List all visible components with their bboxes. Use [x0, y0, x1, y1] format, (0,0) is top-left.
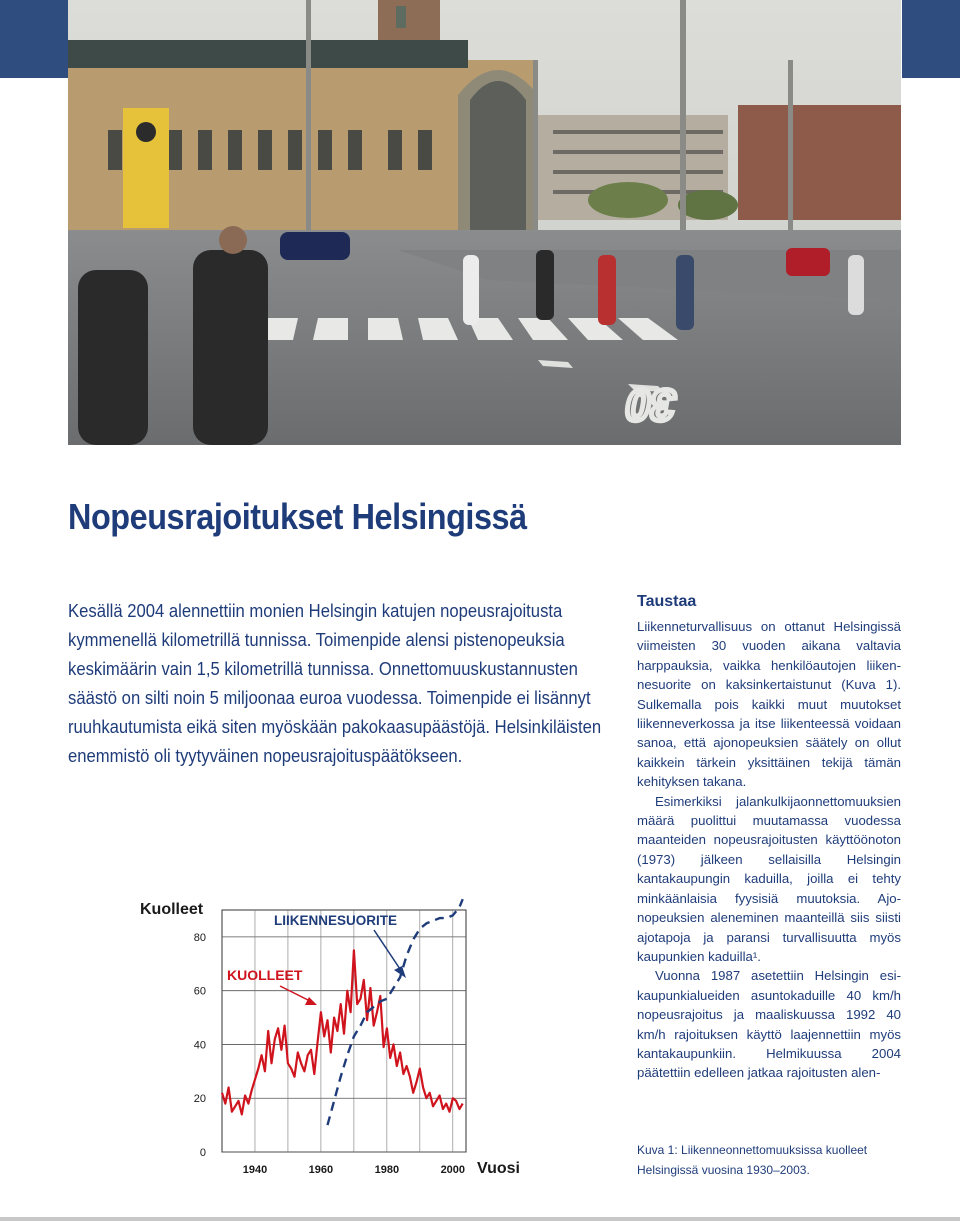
sidebar-paragraph-1: Liikenneturvallisuus on ottanut Helsingissä viimeisten 30 vuoden aikana valtavia harppauksia, vaikka henkilöautojen liikennesuorite on kaksinkertaistunut (Kuva 1). Sulkemalla pois kaikki muut muutokset liikenneverkossa ja itse liikenteessä voidaan sanoa, että ajonopeuksien säätely on ollut kaikkein tärkein yksittäinen tekijä tämän kehityksen takana.: [637, 619, 901, 790]
x-tick-label: 1960: [308, 1164, 334, 1176]
caption-line-1: Kuva 1: Liikenneonnettomuuksissa kuolleet: [637, 1143, 868, 1157]
article-title: Nopeusrajoitukset Helsingissä: [68, 496, 527, 537]
y-tick-label: 40: [193, 1039, 206, 1052]
x-tick-label: 1980: [374, 1164, 400, 1176]
sidebar-heading: Taustaa: [637, 593, 697, 610]
lead-paragraph: Kesällä 2004 alennettiin monien Helsingin katujen nopeusrajoitusta kymmenellä kilometrillä tunnissa. Toimenpide alensi pistenopeuksia keskimäärin vain 1,5 kilometrillä tunnissa. Onnettomuuskustannusten säästö on silti noin 5 miljoonaa euroa vuodessa. Toimenpide ei lisännyt ruuhkautumista eikä siten myöskään pakokaasupäästöjä. Helsinkiläisten enemmistö oli tyytyväinen nopeusrajoituspäätökseen.: [68, 600, 602, 766]
sidebar-paragraph-3: Vuonna 1987 asetettiin Helsingin esikaupunkialueiden asuntokaduille 40 km/h nopeusrajoitus ja maaliskuussa 1992 40 km/h rajoituksen käyttö laajennettiin myös kantakaupunkiin. Helmikuussa 2004 päätettiin edelleen jatkaa rajoitusten alen-: [637, 968, 901, 1081]
y-tick-label: 60: [193, 985, 206, 998]
y-tick-label: 80: [193, 931, 206, 944]
top-band-right: [902, 0, 960, 78]
chart-ylabel: Kuolleet: [140, 901, 204, 918]
series-line-liikennesuorite: [328, 899, 463, 1125]
sidebar-paragraph-2: Esimerkiksi jalankulkijaonnettomuuksien määrä puolittui muutamassa vuodessa maanteiden nopeusrajoitusten käyttöönoton (1973) jälkeen sellaisilla Helsingin kantakaupungin kaduilla, joilla ei tehty minkäänlaisia fyysisiä muutoksia. Ajonopeuksien aleneminen maanteillä siis siisti ajotapoja ja paransi turvallisuutta myös kaupunkien kaduilla¹.: [637, 793, 901, 964]
y-tick-label: 0: [199, 1147, 206, 1159]
arrow-kuolleet: [280, 986, 310, 1001]
street-photo: [68, 0, 901, 445]
arrow-liikennesuorite: [374, 930, 402, 972]
x-tick-label: 2000: [440, 1164, 466, 1176]
road-marking-30: 30: [621, 380, 680, 429]
chart-xlabel: Vuosi: [477, 1160, 520, 1177]
annotation-kuolleet: KUOLLEET: [227, 967, 303, 983]
fatalities-chart: [130, 890, 540, 1190]
annotation-liikennesuorite: LIIKENNESUORITE: [274, 913, 398, 928]
arrow-kuolleet-head: [305, 997, 317, 1005]
bottom-rule: [0, 1217, 960, 1221]
top-band-left: [0, 0, 68, 78]
caption-line-2: Helsingissä vuosina 1930–2003.: [637, 1163, 810, 1177]
y-tick-label: 20: [193, 1093, 206, 1106]
sidebar-background: [637, 593, 901, 1083]
figure-caption: [637, 1140, 901, 1180]
x-tick-label: 1940: [242, 1164, 268, 1176]
